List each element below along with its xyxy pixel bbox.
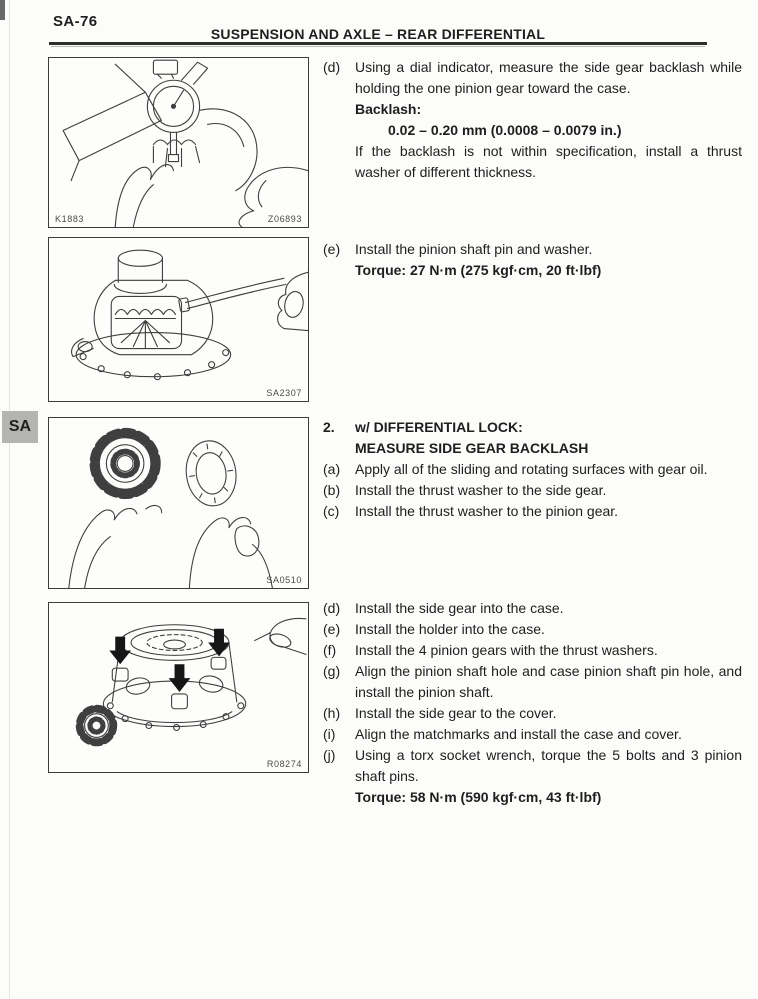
step-item	[323, 598, 742, 619]
step-text: Install the side gear into the case.	[355, 600, 564, 616]
step-label: (f)	[323, 642, 337, 658]
scan-edge-line	[9, 0, 10, 999]
step-item	[323, 480, 742, 501]
section-title-line2: MEASURE SIDE GEAR BACKLASH	[355, 440, 589, 456]
step-item	[323, 619, 742, 640]
step-label: (h)	[323, 705, 341, 721]
step-text: Install the side gear to the cover.	[355, 705, 557, 721]
scan-corner-mark	[0, 0, 5, 20]
step-label: (a)	[323, 461, 341, 477]
step-note: If the backlash is not within specification, install a thrust washer of different thickness.	[355, 143, 742, 180]
page-title: SUSPENSION AND AXLE – REAR DIFFERENTIAL	[210, 26, 546, 42]
step-text: Apply all of the sliding and rotating surfaces with gear oil.	[355, 461, 708, 477]
step-label: (e)	[323, 241, 341, 257]
step-text: Align the matchmarks and install the case and cover.	[355, 726, 682, 742]
step-label: (i)	[323, 726, 336, 742]
step-label: (g)	[323, 663, 341, 679]
spec-label: Backlash:	[355, 101, 422, 117]
step-item	[323, 703, 742, 724]
step-label: (e)	[323, 621, 341, 637]
step-item	[323, 661, 742, 703]
step-label: (b)	[323, 482, 341, 498]
step-item	[323, 459, 742, 480]
step-label: (d)	[323, 600, 341, 616]
step-item	[323, 724, 742, 745]
section-number: 2.	[323, 419, 335, 435]
step-item	[323, 239, 742, 281]
step-block-pin-washer	[323, 239, 742, 281]
header-rule	[49, 42, 707, 45]
step-label: (c)	[323, 503, 340, 519]
spec-value: 0.02 – 0.20 mm (0.0008 – 0.0079 in.)	[388, 122, 622, 138]
torque-spec: Torque: 27 N·m (275 kgf·cm, 20 ft·lbf)	[355, 262, 602, 278]
section-tab-sa: SA	[2, 411, 38, 443]
step-item	[323, 57, 742, 183]
step-text: Install the holder into the case.	[355, 621, 545, 637]
torque-spec: Torque: 58 N·m (590 kgf·cm, 43 ft·lbf)	[355, 789, 602, 805]
section-title-line1: w/ DIFFERENTIAL LOCK:	[355, 419, 523, 435]
step-block-backlash	[323, 57, 742, 183]
page-number: SA-76	[53, 13, 98, 30]
step-item	[323, 640, 742, 661]
figure-box-pinion-shaft-pin	[48, 237, 309, 402]
figure-code: SA0510	[266, 575, 302, 585]
step-text: Install the thrust washer to the side gear.	[355, 482, 607, 498]
figure-code: Z06893	[267, 214, 302, 224]
differential-case-assembly-illustration	[49, 603, 308, 772]
step-text: Using a torx socket wrench, torque the 5 bolts and 3 pinion shaft pins.	[355, 747, 742, 784]
section-differential-lock	[323, 417, 742, 522]
figure-box-dial-indicator	[48, 57, 309, 228]
section-assembly-steps	[323, 598, 742, 808]
step-text: Align the pinion shaft hole and case pinion shaft pin hole, and install the pinion shaft.	[355, 663, 742, 700]
step-text: Install the thrust washer to the pinion gear.	[355, 503, 619, 519]
step-text: Install the 4 pinion gears with the thrust washers.	[355, 642, 658, 658]
figure-code: SA2307	[266, 388, 302, 398]
figure-box-side-gear-washer	[48, 417, 309, 589]
figure-box-case-assembly	[48, 602, 309, 773]
figure-code: K1883	[55, 214, 85, 224]
dial-indicator-illustration	[49, 58, 308, 227]
step-text: Install the pinion shaft pin and washer.	[355, 241, 593, 257]
side-gear-thrust-washer-illustration	[49, 418, 308, 588]
step-item	[323, 745, 742, 808]
pinion-shaft-pin-illustration	[49, 238, 308, 401]
step-text: Using a dial indicator, measure the side gear backlash while holding the one pinion gear toward the case.	[355, 59, 742, 96]
step-label: (d)	[323, 59, 341, 75]
step-label: (j)	[323, 747, 336, 763]
step-item	[323, 501, 742, 522]
figure-code: R08274	[266, 759, 302, 769]
